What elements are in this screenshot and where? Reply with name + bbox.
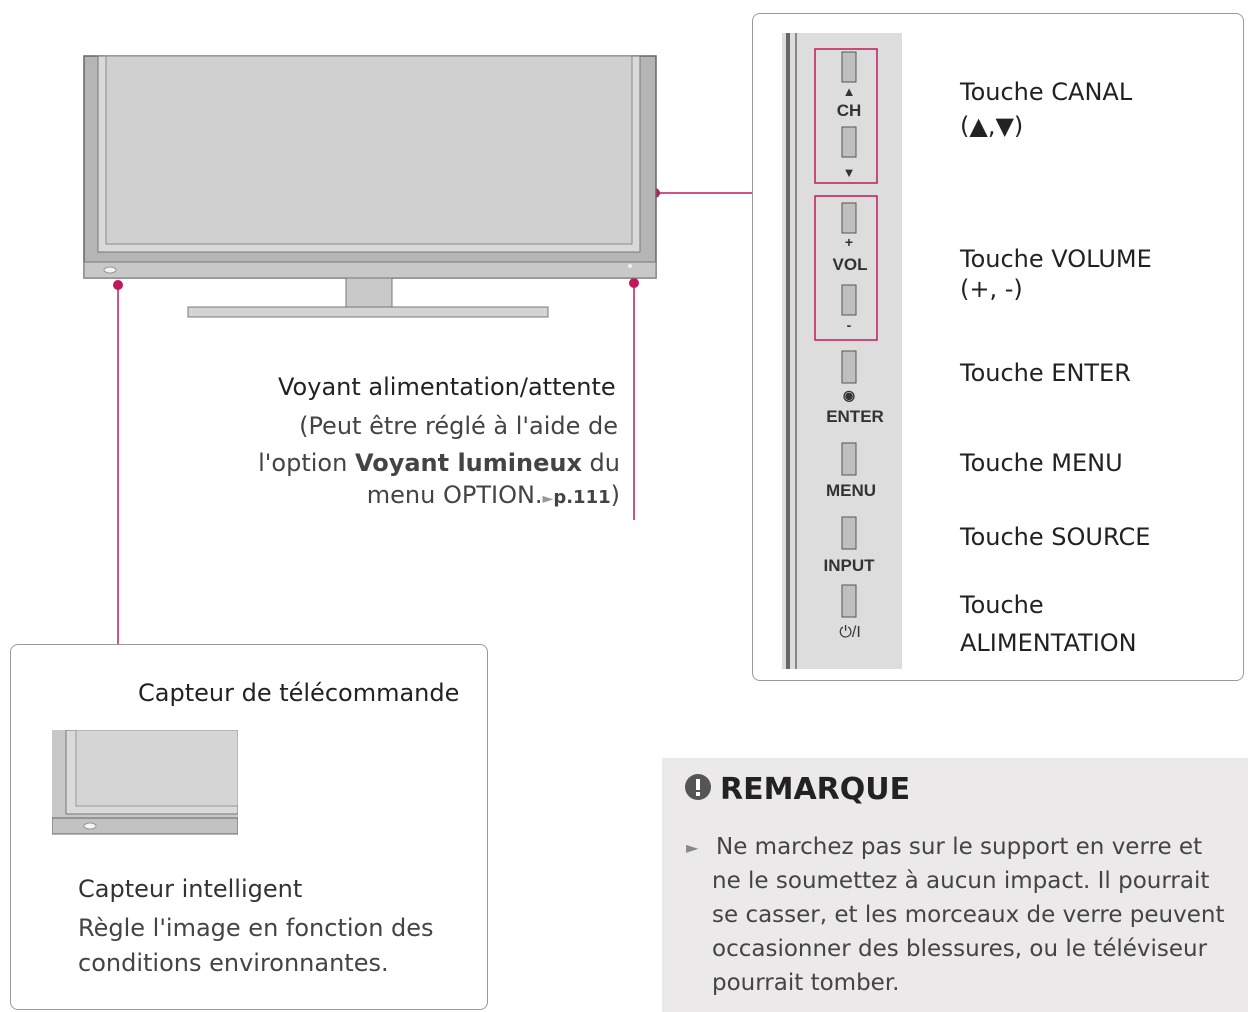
note-line5: pourrait tomber. — [712, 970, 900, 996]
ch-label: CH — [836, 101, 862, 120]
canal-label-line1: Touche CANAL — [960, 78, 1133, 106]
smart-sensor-line2: conditions environnantes. — [78, 949, 389, 977]
canal-label-line2: (▲,▼) — [960, 112, 1024, 140]
warning-icon — [683, 772, 713, 802]
source-key-label: Touche SOURCE — [960, 523, 1151, 551]
enter-label: ENTER — [826, 407, 884, 426]
note-line4: occasionner des blessures, ou le téléviseur — [712, 936, 1208, 962]
alim-label-line2: ALIMENTATION — [960, 629, 1137, 657]
sensor-detail-illustration — [52, 730, 238, 836]
volume-label-line2: (+, -) — [960, 275, 1023, 303]
indicator-line4: menu OPTION.►p.111) — [366, 481, 620, 509]
ch-down-arrow: ▼ — [842, 165, 856, 180]
note-arrow-icon: ► — [686, 838, 699, 857]
enter-symbol: ◉ — [842, 387, 856, 403]
note-line2: ne le soumettez à aucun impact. Il pourrait — [712, 868, 1210, 894]
power-icon-label: ⏻/I — [839, 624, 861, 641]
smart-sensor-line1: Règle l'image en fonction des — [78, 914, 434, 942]
vol-minus-label: - — [846, 317, 852, 333]
arrow-icon: ► — [542, 491, 554, 507]
enter-key-label: Touche ENTER — [960, 359, 1131, 387]
note-title: REMARQUE — [720, 772, 911, 807]
note-line3: se casser, et les morceaux de verre peuvent — [712, 902, 1225, 928]
indicator-line3: l'option Voyant lumineux du — [258, 449, 620, 477]
indicator-line2: (Peut être réglé à l'aide de — [299, 412, 618, 440]
ch-up-arrow: ▲ — [842, 84, 856, 99]
note-line1: Ne marchez pas sur le support en verre et — [716, 834, 1203, 860]
volume-label-line1: Touche VOLUME — [960, 245, 1152, 273]
menu-key-label: Touche MENU — [960, 449, 1123, 477]
smart-sensor-title: Capteur intelligent — [78, 875, 303, 903]
tv-front-illustration — [80, 52, 662, 324]
vol-label: VOL — [832, 255, 868, 274]
menu-label: MENU — [825, 481, 877, 500]
sensor-title: Capteur de télécommande — [138, 679, 460, 707]
indicator-title: Voyant alimentation/attente — [278, 373, 616, 401]
input-label: INPUT — [823, 556, 875, 575]
vol-plus-label: + — [844, 234, 854, 250]
alim-label-line1: Touche — [960, 591, 1044, 619]
